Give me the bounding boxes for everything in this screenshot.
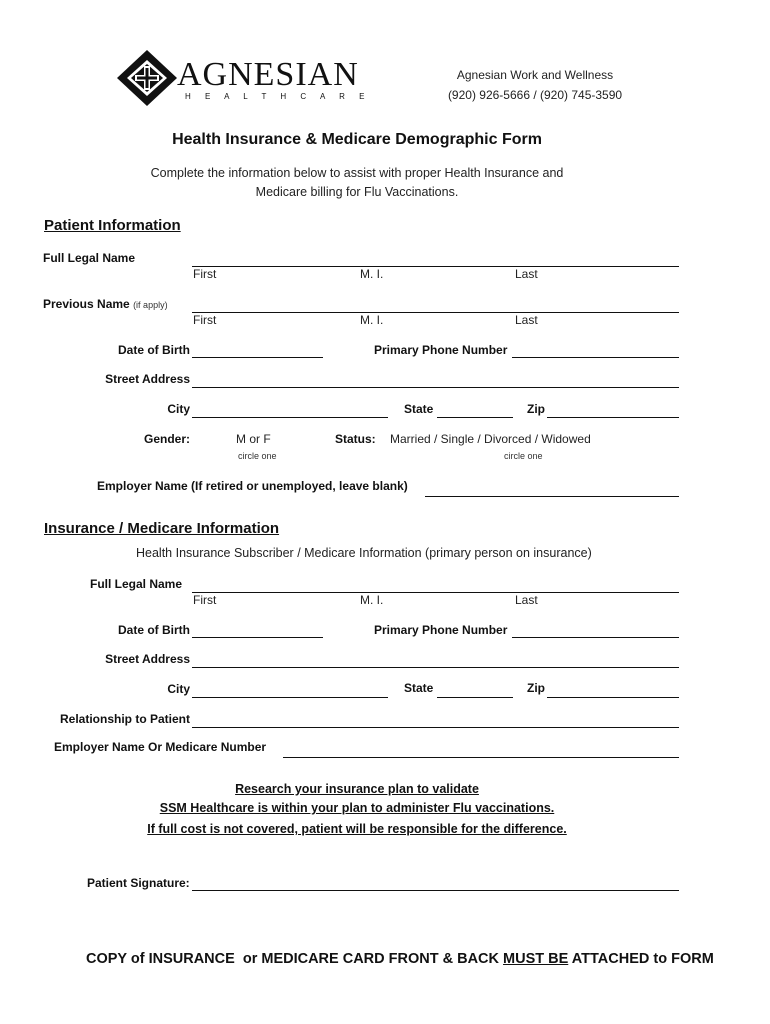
zip-label: Zip — [527, 402, 545, 416]
ins-employer-label: Employer Name Or Medicare Number — [54, 740, 267, 754]
previous-name-label — [43, 297, 168, 311]
agnesian-emblem-icon — [115, 48, 179, 108]
ins-dob-label: Date of Birth — [118, 623, 190, 637]
phone-label: Primary Phone Number — [374, 343, 508, 357]
employer-label: Employer Name (If retired or unemployed, leave blank) — [97, 479, 408, 493]
org-phone: (920) 926-5666 / (920) 745-3590 — [447, 88, 623, 102]
intro-line-1: Complete the information below to assist with proper Health Insurance and — [150, 166, 564, 180]
signature-field[interactable] — [192, 890, 679, 891]
previous-name-text: Previous Name — [43, 297, 130, 311]
employer-field[interactable] — [425, 496, 679, 497]
city-field[interactable] — [192, 417, 388, 418]
page-title: Health Insurance & Medicare Demographic Form — [172, 131, 542, 148]
logo-name: AGNESIAN — [177, 56, 359, 93]
notice-line-2: SSM Healthcare is within your plan to administer Flu vaccinations. — [159, 801, 555, 815]
ins-dob-field[interactable] — [192, 637, 323, 638]
mi-label: M. I. — [360, 313, 384, 327]
ins-city-label: City — [167, 682, 190, 696]
full-name-field[interactable] — [192, 266, 679, 267]
signature-label: Patient Signature: — [87, 876, 190, 890]
footer-part-1: COPY of INSURANCE or MEDICARE CARD FRONT & BACK — [86, 951, 504, 967]
notice-line-1: Research your insurance plan to validate — [235, 782, 479, 796]
ins-street-label: Street Address — [105, 652, 190, 666]
zip-field[interactable] — [547, 417, 679, 418]
gender-options[interactable]: M or F — [236, 432, 271, 446]
insurance-section-title: Insurance / Medicare Information — [44, 520, 280, 537]
relationship-label: Relationship to Patient — [59, 712, 190, 726]
dob-label: Date of Birth — [118, 343, 190, 357]
notice-line-3: If full cost is not covered, patient will be responsible for the difference. — [147, 822, 567, 836]
first-label: First — [193, 267, 217, 281]
footer-part-3: ATTACHED to FORM — [568, 951, 714, 967]
status-label: Status: — [335, 432, 376, 446]
gender-circle-one: circle one — [238, 451, 277, 461]
ins-state-label: State — [404, 681, 434, 695]
last-label: Last — [515, 267, 538, 281]
gender-label: Gender: — [143, 432, 190, 446]
logo — [115, 48, 375, 108]
intro-line-2: Medicare billing for Flu Vaccinations. — [255, 185, 459, 199]
ins-zip-field[interactable] — [547, 697, 679, 698]
mi-label: M. I. — [360, 593, 384, 607]
full-name-label: Full Legal Name — [43, 251, 136, 265]
city-label: City — [167, 402, 190, 416]
logo-subtitle: H E A L T H C A R E — [185, 92, 371, 101]
street-field[interactable] — [192, 387, 679, 388]
relationship-field[interactable] — [192, 727, 679, 728]
footer-notice — [86, 951, 714, 967]
footer-must-be: MUST BE — [503, 951, 569, 967]
insurance-subtitle: Health Insurance Subscriber / Medicare Information (primary person on insurance) — [136, 546, 592, 560]
mi-label: M. I. — [360, 267, 384, 281]
last-label: Last — [515, 593, 538, 607]
status-circle-one: circle one — [504, 451, 543, 461]
ins-city-field[interactable] — [192, 697, 388, 698]
phone-field[interactable] — [512, 357, 679, 358]
first-label: First — [193, 313, 217, 327]
state-label: State — [404, 402, 434, 416]
ins-phone-label: Primary Phone Number — [374, 623, 508, 637]
last-label: Last — [515, 313, 538, 327]
previous-name-note: (if apply) — [133, 300, 168, 310]
ins-full-name-field[interactable] — [192, 592, 679, 593]
state-field[interactable] — [437, 417, 513, 418]
first-label: First — [193, 593, 217, 607]
status-options[interactable]: Married / Single / Divorced / Widowed — [390, 432, 591, 446]
ins-employer-field[interactable] — [283, 757, 679, 758]
dob-field[interactable] — [192, 357, 323, 358]
patient-section-title: Patient Information — [44, 217, 181, 234]
street-label: Street Address — [105, 372, 190, 386]
org-name: Agnesian Work and Wellness — [456, 68, 614, 82]
ins-street-field[interactable] — [192, 667, 679, 668]
ins-zip-label: Zip — [527, 681, 545, 695]
ins-full-name-label: Full Legal Name — [90, 577, 183, 591]
ins-phone-field[interactable] — [512, 637, 679, 638]
previous-name-field[interactable] — [192, 312, 679, 313]
ins-state-field[interactable] — [437, 697, 513, 698]
